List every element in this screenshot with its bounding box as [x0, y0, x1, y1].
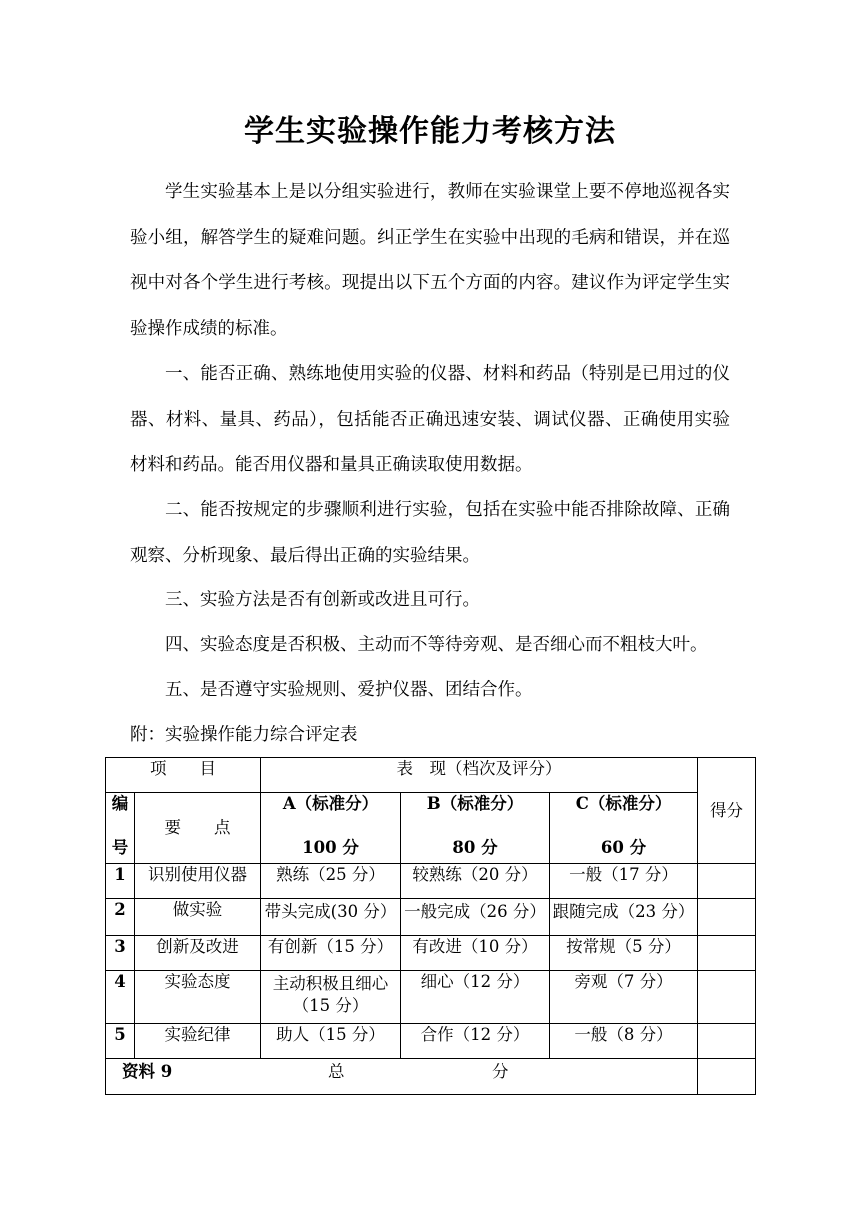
row-level-a: 主动积极且细心（15 分）: [261, 971, 401, 1024]
table-row: [106, 936, 756, 971]
criterion-2-paragraph: 二、能否按规定的步骤顺利进行实验，包括在实验中能否排除故障、正确观察、分析现象、最后得出正确的实验结果。: [130, 500, 730, 566]
row-level-b: 较熟练（20 分）: [401, 864, 550, 899]
table-row: [106, 971, 756, 1024]
row-score: [698, 971, 756, 1024]
header-performance-cell: 表 现（档次及评分）: [261, 758, 698, 793]
row-level-a: 带头完成(30 分）: [261, 899, 401, 936]
table-row: [106, 1024, 756, 1059]
level-a-points: 100 分: [302, 838, 359, 857]
table-row: [106, 899, 756, 936]
criterion-3-paragraph: 三、实验方法是否有创新或改进且可行。: [165, 590, 480, 610]
header-level-b-cell: [401, 793, 550, 864]
row-level-b: 有改进（10 分）: [401, 936, 550, 971]
criterion-1-paragraph: 一、能否正确、熟练地使用实验的仪器、材料和药品（特别是已用过的仪器、材料、量具、药品），包括能否正确迅速安装、调试仪器、正确使用实验材料和药品。能否用仪器和量具正确读取使用数据。: [130, 364, 730, 475]
row-level-a: 助人（15 分）: [261, 1024, 401, 1059]
header-number-bottom: 号: [111, 838, 129, 857]
row-level-c: 按常规（5 分）: [550, 936, 698, 971]
row-number: 1: [106, 864, 135, 899]
row-number: 2: [106, 899, 135, 936]
total-label-char2: 分: [492, 1062, 509, 1081]
table-caption: 附：实验操作能力综合评定表: [130, 725, 358, 745]
row-level-c: 跟随完成（23 分）: [550, 899, 698, 936]
total-prefix: 资料 9: [122, 1062, 173, 1081]
level-c-points: 60 分: [600, 838, 647, 857]
table-subheader-row: [106, 793, 756, 864]
row-level-c: 一般（17 分）: [550, 864, 698, 899]
total-label-char1: 总: [328, 1062, 345, 1081]
header-keypoint-cell: 要 点: [135, 793, 261, 864]
table-header-row: [106, 758, 756, 793]
table-total-row: [106, 1059, 756, 1095]
row-number: 5: [106, 1024, 135, 1059]
row-item: 做实验: [135, 899, 261, 936]
criterion-4-paragraph: 四、实验态度是否积极、主动而不等待旁观、是否细心而不粗枝大叶。: [165, 635, 708, 655]
row-score: [698, 899, 756, 936]
level-c-label: C（标准分）: [575, 794, 672, 813]
row-level-b: 一般完成（26 分）: [401, 899, 550, 936]
row-score: [698, 936, 756, 971]
row-number: 4: [106, 971, 135, 1024]
row-item: 实验纪律: [135, 1024, 261, 1059]
header-number-top: 编: [111, 794, 129, 813]
total-label-cell: [106, 1059, 698, 1095]
row-level-a: 有创新（15 分）: [261, 936, 401, 971]
header-score-cell: 得分: [698, 758, 756, 864]
level-b-label: B（标准分）: [426, 794, 524, 813]
row-item: 创新及改进: [135, 936, 261, 971]
row-score: [698, 1024, 756, 1059]
row-level-a: 熟练（25 分）: [261, 864, 401, 899]
criterion-5-paragraph: 五、是否遵守实验规则、爱护仪器、团结合作。: [165, 680, 533, 700]
row-level-c: 旁观（7 分）: [550, 971, 698, 1024]
header-level-c-cell: [550, 793, 698, 864]
row-level-b: 合作（12 分）: [401, 1024, 550, 1059]
row-score: [698, 864, 756, 899]
row-number: 3: [106, 936, 135, 971]
row-level-c: 一般（8 分）: [550, 1024, 698, 1059]
total-score-cell: [698, 1059, 756, 1095]
level-a-label: A（标准分）: [282, 794, 379, 813]
table-row: [106, 864, 756, 899]
header-number-cell: [106, 793, 135, 864]
page-title: 学生实验操作能力考核方法: [244, 114, 616, 149]
assessment-table: [105, 757, 756, 1095]
level-b-points: 80 分: [452, 838, 498, 857]
header-item-cell: 项 目: [106, 758, 261, 793]
row-item: 实验态度: [135, 971, 261, 1024]
row-item: 识别使用仪器: [135, 864, 261, 899]
header-level-a-cell: [261, 793, 401, 864]
row-level-b: 细心（12 分）: [401, 971, 550, 1024]
intro-paragraph: 学生实验基本上是以分组实验进行，教师在实验课堂上要不停地巡视各实验小组，解答学生的疑难问题。纠正学生在实验中出现的毛病和错误，并在巡视中对各个学生进行考核。现提出以下五个方面的内容。建议作为评定学生实验操作成绩的标准。: [130, 182, 730, 339]
